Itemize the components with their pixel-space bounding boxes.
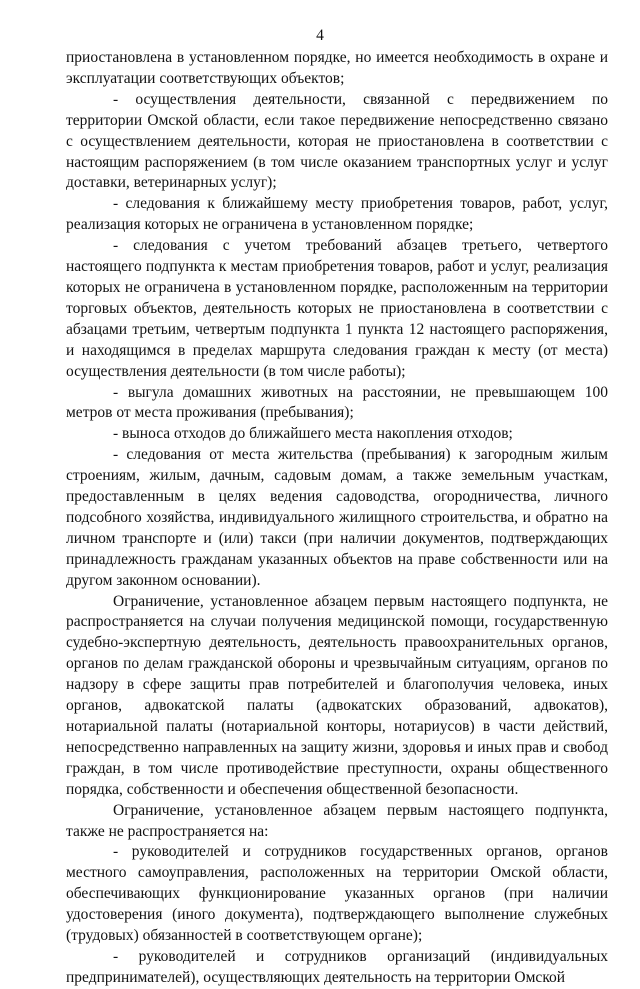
- list-item: - руководителей и сотрудников организаций (индивидуальных предпринимателей), осуществляющих деятельность на территории Омской: [66, 947, 608, 986]
- list-item: - руководителей и сотрудников государственных органов, органов местного самоуправления, расположенных на территории Омской области, обеспечивающих функционирование указанных органов (при наличии удостоверения (иного документа), подтверждающего выполнение служебных (трудовых) обязанностей в соответствующем органе);: [66, 843, 608, 945]
- list-item: - следования к ближайшему месту приобретения товаров, работ, услуг, реализация которых не ограничена в установленном порядке;: [66, 195, 608, 234]
- paragraph: Ограничение, установленное абзацем первым настоящего подпункта, также не распространяется на:: [66, 801, 608, 840]
- list-item: - следования от места жительства (пребывания) к загородным жилым строениям, жилым, дачным, садовым домам, а также земельным участкам, предоставленным в целях ведения садоводства, огородничества, личного подсобного хозяйства, индивидуального жилищного строительства, и обратно на личном транспорте и (или) такси (при наличии документов, подтверждающих принадлежность гражданам указанных объектов на праве собственности или на другом законном основании).: [66, 446, 608, 589]
- list-item: - выноса отходов до ближайшего места накопления отходов;: [113, 425, 513, 443]
- list-item: - следования с учетом требований абзацев третьего, четвертого настоящего подпункта к местам приобретения товаров, работ и услуг, реализация которых не ограничена в установленном порядке, расположенным на территории торговых объектов, деятельность которых не приостановлена в соответствии с абзацами третьим, четвертым подпункта 1 пункта 12 настоящего распоряжения, и находящимся в пределах маршрута следования граждан к месту (от места) осуществления деятельности (в том числе работы);: [66, 237, 608, 380]
- paragraph: Ограничение, установленное абзацем первым настоящего подпункта, не распространяется на случаи получения медицинской помощи, государственную судебно-экспертную деятельность, деятельность правоохранительных органов, органов по делам гражданской обороны и чрезвычайным ситуациям, органов по надзору в сфере защиты прав потребителей и благополучия человека, иных органов, адвокатской палаты (адвокатских образований, адвокатов), нотариальной палаты (нотариальной конторы, нотариусов) в части действий, непосредственно направленных на защиту жизни, здоровья и иных прав и свобод граждан, в том числе противодействие преступности, охраны общественного порядка, собственности и обеспечения общественной безопасности.: [66, 592, 608, 798]
- list-item: - выгула домашних животных на расстоянии, не превышающем 100 метров от места проживания (пребывания);: [66, 383, 608, 422]
- paragraph: приостановлена в установленном порядке, но имеется необходимость в охране и эксплуатации соответствующих объектов;: [66, 49, 608, 87]
- page-number: 4: [316, 27, 324, 44]
- list-item: - осуществления деятельности, связанной с передвижением по территории Омской области, если такое передвижение непосредственно связано с осуществлением деятельности, которая не приостановлена в соответствии с настоящим распоряжением (в том числе оказанием транспортных услуг и услуг доставки, ветеринарных услуг);: [66, 90, 608, 192]
- document-body: [66, 48, 608, 989]
